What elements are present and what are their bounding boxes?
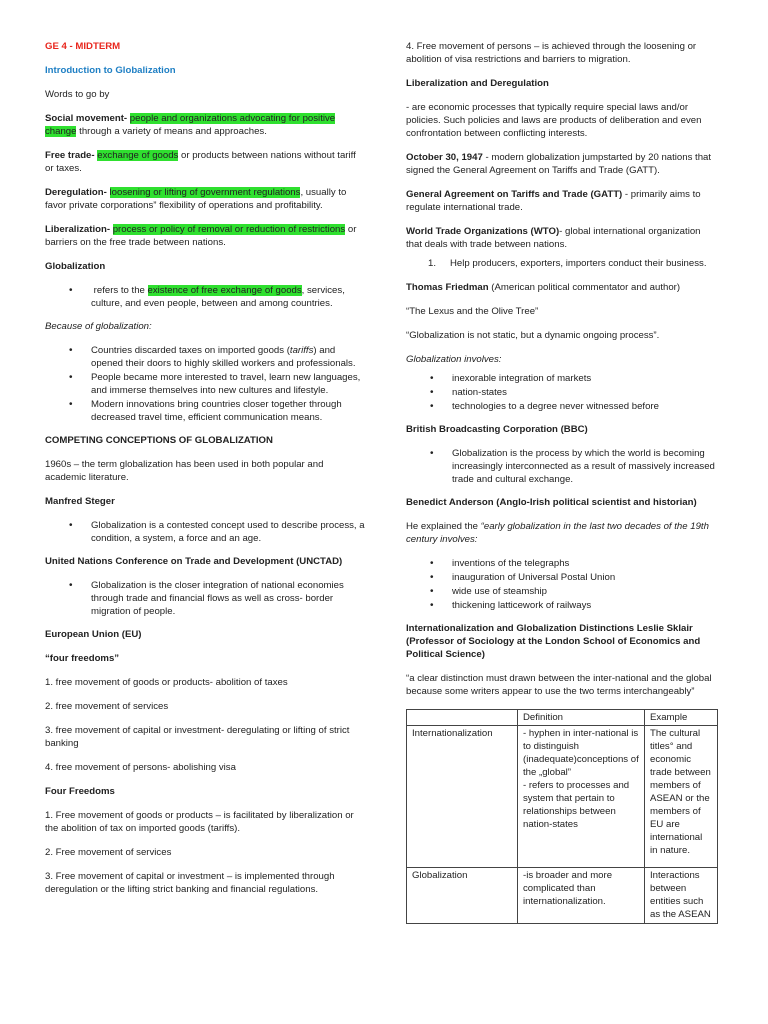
- list-item: • wide use of steamship: [452, 585, 718, 598]
- list-item: • technologies to a degree never witnessed before: [452, 400, 718, 413]
- table-cell: The cultural titles° and economic trade between members of ASEAN or the members of EU are international in nature.: [645, 726, 718, 868]
- steger-heading: Manfred Steger: [45, 496, 115, 507]
- table-row: [407, 868, 718, 924]
- lexus-title: “The Lexus and the Olive Tree”: [406, 306, 539, 317]
- sklair-quote: “a clear distinction must drawn between the inter-national and the global because some writers appear to use the two terms interchangeably”: [406, 673, 712, 697]
- term-liberalization: Liberalization- process or policy of removal or reduction of restrictions or barriers on the free trade between nations.: [45, 224, 357, 248]
- friedman-text: Thomas Friedman (American political commentator and author): [406, 282, 681, 293]
- wto-text: World Trade Organizations (WTO)- global international organization that deals with trade between nations.: [406, 226, 701, 250]
- list-item: • inventions of the telegraphs: [452, 557, 718, 570]
- table-cell: Internationalization: [407, 726, 518, 868]
- table-cell: -is broader and more complicated than internationalization.: [518, 868, 645, 924]
- globalization-list: [45, 284, 365, 310]
- term-social-movement: Social movement- people and organizations advocating for positive change through a variety of means and approaches.: [45, 113, 336, 137]
- four-freedom-item: 4. Free movement of persons – is achieved through the loosening or abolition of visa restrictions and barriers to migration.: [406, 41, 697, 65]
- eu-heading: European Union (EU): [45, 629, 142, 640]
- four-freedom-item: 1. Free movement of goods or products – is facilitated by liberalization or the abolition of tax on imported goods (tariffs).: [45, 810, 354, 834]
- list-item: • Globalization is the process by which the world is becoming increasingly interconnected as a result of massively increased trade and cultural exchange.: [452, 447, 718, 486]
- list-item: • Countries discarded taxes on imported goods (tariffs) and opened their doors to highly skilled workers and professionals.: [91, 344, 365, 370]
- because-list: [45, 344, 365, 424]
- table-cell: Interactions between entities such as the ASEAN: [645, 868, 718, 924]
- involves-heading: Globalization involves:: [406, 354, 502, 365]
- table-header: Example: [645, 710, 718, 726]
- table-header-row: [407, 710, 718, 726]
- freedom-line: 1. free movement of goods or products- abolition of taxes: [45, 677, 288, 688]
- october-1947: October 30, 1947 - modern globalization jumpstarted by 20 nations that signed the General Agreement on Tariffs and Trade (GATT).: [406, 152, 712, 176]
- bbc-list: [406, 447, 718, 486]
- bbc-heading: British Broadcasting Corporation (BBC): [406, 424, 588, 435]
- globalization-heading: Globalization: [45, 261, 106, 272]
- distinction-table: [406, 709, 718, 924]
- sklair-heading: Internationalization and Globalization Distinctions Leslie Sklair (Professor of Sociology at the London School of Economics and Political Science): [406, 623, 701, 660]
- freedom-line: 3. free movement of capital or investment- deregulating or lifting of strict banking: [45, 725, 350, 749]
- table-cell: - hyphen in inter-national is to distinguish (inadequate)conceptions of the „global” - refers to processes and system that pertain to relationships between nation-states: [518, 726, 645, 868]
- not-static-quote: “Globalization is not static, but a dynamic ongoing process”.: [406, 330, 660, 341]
- table-header: Definition: [518, 710, 645, 726]
- list-item: • People became more interested to travel, learn new languages, and immerse themselves into new cultures and lifestyle.: [91, 371, 365, 397]
- list-item: • Globalization is a contested concept used to describe process, a condition, a system, a force and an age.: [91, 519, 365, 545]
- table-cell: Globalization: [407, 868, 518, 924]
- because-heading: Because of globalization:: [45, 321, 152, 332]
- list-item: • Modern innovations bring countries closer together through decreased travel time, efficient communication means.: [91, 398, 365, 424]
- term-deregulation: Deregulation- loosening or lifting of government regulations, usually to favor private corporations” flexibility of operations and profitability.: [45, 187, 347, 211]
- anderson-text: He explained the “early globalization in the last two decades of the 19th century involves:: [406, 521, 709, 545]
- right-column: [406, 40, 718, 924]
- lib-dereg-text: - are economic processes that typically require special laws and/or policies. Such policies and laws are products of deliberation and even confrontation between conflicting interests.: [406, 102, 702, 139]
- table-row: [407, 726, 718, 868]
- document-title: GE 4 - MIDTERM: [45, 41, 121, 52]
- freedom-line: 4. free movement of persons- abolishing visa: [45, 762, 236, 773]
- involves-list: [406, 372, 718, 413]
- gatt-text: General Agreement on Tariffs and Trade (GATT) - primarily aims to regulate international trade.: [406, 189, 701, 213]
- lib-dereg-heading: Liberalization and Deregulation: [406, 78, 549, 89]
- words-heading: Words to go by: [45, 89, 110, 100]
- sixties-text: 1960s – the term globalization has been used in both popular and academic literature.: [45, 459, 324, 483]
- list-item: • refers to the existence of free exchange of goods, services, culture, and even people, between and among countries.: [91, 284, 365, 310]
- list-item: • inexorable integration of markets: [452, 372, 718, 385]
- unctad-list: [45, 579, 365, 618]
- unctad-heading: United Nations Conference on Trade and Development (UNCTAD): [45, 556, 343, 567]
- anderson-heading: Benedict Anderson (Anglo-Irish political scientist and historian): [406, 497, 697, 508]
- list-item: • Globalization is the closer integration of national economies through trade and financial flows as well as cross- border migration of people.: [91, 579, 365, 618]
- freedom-line: 2. free movement of services: [45, 701, 169, 712]
- list-item: 1. Help producers, exporters, importers conduct their business.: [428, 258, 707, 269]
- competing-heading: COMPETING CONCEPTIONS OF GLOBALIZATION: [45, 435, 273, 446]
- four-freedoms-quote: “four freedoms”: [45, 653, 120, 664]
- four-freedom-item: 2. Free movement of services: [45, 847, 172, 858]
- document-subtitle: Introduction to Globalization: [45, 65, 176, 76]
- four-freedoms-heading: Four Freedoms: [45, 786, 115, 797]
- left-column: [45, 40, 365, 907]
- four-freedom-item: 3. Free movement of capital or investment – is implemented through deregulation or the lifting strict banking and financial regulations.: [45, 871, 335, 895]
- term-free-trade: Free trade- exchange of goods or products between nations without tariff or taxes.: [45, 150, 356, 174]
- table-header: [407, 710, 518, 726]
- list-item: • nation-states: [452, 386, 718, 399]
- wto-list: [406, 257, 718, 270]
- anderson-list: [406, 557, 718, 612]
- list-item: • thickening latticework of railways: [452, 599, 718, 612]
- list-item: • inauguration of Universal Postal Union: [452, 571, 718, 584]
- steger-list: [45, 519, 365, 545]
